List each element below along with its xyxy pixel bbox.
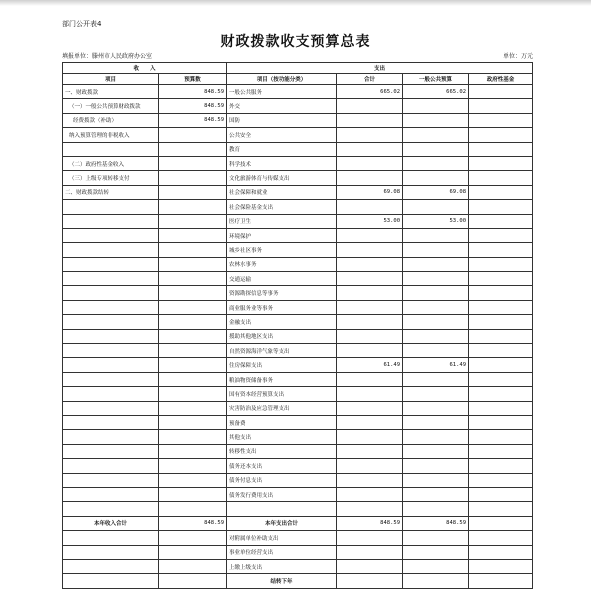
expense-total: [337, 300, 403, 314]
income-item: [63, 142, 159, 156]
table-row: [63, 387, 533, 401]
expense-total: [337, 502, 403, 516]
expense-total: [337, 243, 403, 257]
expense-fund: [469, 372, 533, 386]
income-item: [63, 272, 159, 286]
expense-item: 粮油物资储备事务: [227, 372, 337, 386]
income-value: [159, 487, 227, 501]
expense-fund: [469, 358, 533, 372]
income-item: [63, 257, 159, 271]
expense-general: [403, 473, 469, 487]
expense-fund: [469, 315, 533, 329]
expense-total: [337, 257, 403, 271]
income-value: [159, 329, 227, 343]
income-value: [159, 545, 227, 559]
income-header: 收 入: [63, 63, 227, 74]
income-value: 848.59: [159, 113, 227, 127]
income-item: [63, 286, 159, 300]
expense-total: 69.08: [337, 185, 403, 199]
income-value: [159, 459, 227, 473]
expense-total: [337, 171, 403, 185]
expense-item: 农林水事务: [227, 257, 337, 271]
table-row: [63, 502, 533, 516]
expense-fund: [469, 286, 533, 300]
income-item: [63, 214, 159, 228]
footer-row: [63, 559, 533, 573]
table-row: [63, 171, 533, 185]
income-item: [63, 228, 159, 242]
income-value: [159, 387, 227, 401]
income-item: [63, 344, 159, 358]
expense-fund: [469, 401, 533, 415]
table-row: [63, 401, 533, 415]
expense-general: 53.00: [403, 214, 469, 228]
expense-general: [403, 415, 469, 429]
income-value: [159, 171, 227, 185]
expense-total: [337, 272, 403, 286]
expense-total: [337, 415, 403, 429]
income-value: [159, 142, 227, 156]
income-item: 经费拨款（补助）: [63, 113, 159, 127]
expense-general: [403, 444, 469, 458]
income-item: [63, 387, 159, 401]
expense-item: 转移性支出: [227, 444, 337, 458]
expense-item: 债务发行费用支出: [227, 487, 337, 501]
expense-item: 国有资本经营预算支出: [227, 387, 337, 401]
expense-general: [403, 559, 469, 573]
income-value: [159, 401, 227, 415]
expense-fund: [469, 142, 533, 156]
expense-general: [403, 171, 469, 185]
expense-fund: [469, 473, 533, 487]
expense-total: [337, 113, 403, 127]
income-value: [159, 358, 227, 372]
expense-general: [403, 545, 469, 559]
income-value: [159, 372, 227, 386]
income-item: （三）上级专项转移支付: [63, 171, 159, 185]
expense-item: 上缴上级支出: [227, 559, 337, 573]
table-row: [63, 473, 533, 487]
budget-table: [62, 62, 533, 589]
expense-fund: [469, 344, 533, 358]
table-row: [63, 444, 533, 458]
expense-fund: [469, 228, 533, 242]
income-item: [63, 473, 159, 487]
table-row: [63, 315, 533, 329]
expense-item: [227, 502, 337, 516]
expense-fund: [469, 300, 533, 314]
expense-item: 金融支出: [227, 315, 337, 329]
income-value: [159, 257, 227, 271]
income-item: 一、财政拨款: [63, 85, 159, 99]
header-row-columns: [63, 74, 533, 85]
expense-item: 对附属单位补助支出: [227, 531, 337, 545]
expense-general: [403, 430, 469, 444]
expense-fund: [469, 99, 533, 113]
expense-total: [337, 128, 403, 142]
expense-general: 61.49: [403, 358, 469, 372]
carry-forward-label: 结转下年: [227, 574, 337, 588]
expense-total-label: 本年支出合计: [227, 516, 337, 530]
income-item: [63, 300, 159, 314]
expense-item: 公共安全: [227, 128, 337, 142]
income-value: [159, 228, 227, 242]
income-value: [159, 531, 227, 545]
expense-fund: [469, 185, 533, 199]
expense-total: [337, 142, 403, 156]
income-item: [63, 358, 159, 372]
footer-row: [63, 545, 533, 559]
income-item: [63, 559, 159, 573]
income-item: [63, 372, 159, 386]
col-expense-general: 一般公共预算: [403, 74, 469, 85]
income-item: [63, 401, 159, 415]
income-item: [63, 444, 159, 458]
table-row: [63, 156, 533, 170]
filling-unit: 填报单位：滕州市人民政府办公室: [62, 53, 153, 60]
expense-general-value: 848.59: [403, 516, 469, 530]
expense-general: [403, 243, 469, 257]
expense-fund: [469, 85, 533, 99]
expense-general: [403, 99, 469, 113]
expense-total: [337, 473, 403, 487]
expense-total: [337, 531, 403, 545]
table-row: [63, 128, 533, 142]
expense-general: [403, 272, 469, 286]
expense-total: [337, 487, 403, 501]
table-row: [63, 85, 533, 99]
income-value: [159, 444, 227, 458]
income-value: [159, 559, 227, 573]
expense-general: [403, 156, 469, 170]
income-value: [159, 156, 227, 170]
expense-item: 教育: [227, 142, 337, 156]
expense-fund: [469, 214, 533, 228]
income-item: [63, 243, 159, 257]
income-value: [159, 300, 227, 314]
expense-general: [403, 113, 469, 127]
expense-fund: [469, 459, 533, 473]
expense-item: 商业服务业等事务: [227, 300, 337, 314]
table-row: [63, 200, 533, 214]
expense-fund: [469, 171, 533, 185]
expense-fund: [469, 387, 533, 401]
income-value: [159, 214, 227, 228]
expense-general: [403, 200, 469, 214]
expense-general: [403, 387, 469, 401]
expense-item: 其他支出: [227, 430, 337, 444]
expense-total: [337, 99, 403, 113]
expense-general: [403, 257, 469, 271]
expense-general: 665.02: [403, 85, 469, 99]
income-value: 848.59: [159, 85, 227, 99]
income-item: [63, 315, 159, 329]
expense-total: 61.49: [337, 358, 403, 372]
expense-item: 住房保障支出: [227, 358, 337, 372]
expense-fund-value: [469, 516, 533, 530]
expense-header: 支出: [227, 63, 533, 74]
expense-item: 国防: [227, 113, 337, 127]
expense-fund: [469, 545, 533, 559]
table-row: [63, 459, 533, 473]
expense-item: 事业单位经营支出: [227, 545, 337, 559]
income-value: [159, 243, 227, 257]
table-row: [63, 243, 533, 257]
expense-total: [337, 574, 403, 588]
income-value: [159, 430, 227, 444]
expense-total: [337, 387, 403, 401]
income-value: [159, 574, 227, 588]
expense-item: 援助其他地区支出: [227, 329, 337, 343]
table-row: [63, 415, 533, 429]
col-income-budget: 预算数: [159, 74, 227, 85]
expense-general: [403, 372, 469, 386]
income-item: [63, 415, 159, 429]
expense-item: 交通运输: [227, 272, 337, 286]
income-item: [63, 430, 159, 444]
table-row: [63, 430, 533, 444]
table-row: [63, 372, 533, 386]
expense-fund: [469, 113, 533, 127]
expense-fund: [469, 200, 533, 214]
table-row: [63, 344, 533, 358]
expense-total: [337, 559, 403, 573]
expense-fund: [469, 329, 533, 343]
income-value: [159, 415, 227, 429]
expense-total: 665.02: [337, 85, 403, 99]
expense-item: 科学技术: [227, 156, 337, 170]
income-value: [159, 473, 227, 487]
expense-total: [337, 430, 403, 444]
expense-item: 文化旅游体育与传媒支出: [227, 171, 337, 185]
col-expense-total: 合计: [337, 74, 403, 85]
col-expense-item: 项目（按功能分类）: [227, 74, 337, 85]
income-value: [159, 128, 227, 142]
income-value: [159, 200, 227, 214]
table-row: [63, 272, 533, 286]
income-item: [63, 531, 159, 545]
table-row: [63, 185, 533, 199]
table-row: [63, 142, 533, 156]
expense-general: [403, 228, 469, 242]
expense-total-value: 848.59: [337, 516, 403, 530]
income-value: [159, 344, 227, 358]
expense-fund: [469, 243, 533, 257]
expense-fund: [469, 430, 533, 444]
expense-item: 债务还本支出: [227, 459, 337, 473]
income-item: （二）政府性基金收入: [63, 156, 159, 170]
expense-fund: [469, 531, 533, 545]
expense-total: [337, 401, 403, 415]
currency-unit: 单位：万元: [502, 53, 533, 60]
expense-general: [403, 502, 469, 516]
income-item: （一）一般公共预算财政拨款: [63, 99, 159, 113]
table-row: [63, 358, 533, 372]
header-row-group: [63, 63, 533, 74]
col-income-item: 项目: [63, 74, 159, 85]
income-value: [159, 315, 227, 329]
income-value: [159, 502, 227, 516]
table-row: [63, 300, 533, 314]
table-row: [63, 113, 533, 127]
expense-general: [403, 344, 469, 358]
expense-item: 灾害防治及应急管理支出: [227, 401, 337, 415]
carry-forward-row: [63, 574, 533, 588]
expense-total: [337, 444, 403, 458]
page-title: 财政拨款收支预算总表: [220, 34, 371, 50]
income-item: [63, 545, 159, 559]
expense-total: [337, 286, 403, 300]
income-total-label: 本年收入合计: [63, 516, 159, 530]
expense-general: [403, 315, 469, 329]
income-item: [63, 329, 159, 343]
expense-item: 医疗卫生: [227, 214, 337, 228]
expense-general: [403, 329, 469, 343]
income-item: [63, 200, 159, 214]
expense-fund: [469, 128, 533, 142]
income-item: [63, 487, 159, 501]
expense-total: [337, 228, 403, 242]
expense-total: [337, 329, 403, 343]
expense-total: [337, 156, 403, 170]
income-item: [63, 502, 159, 516]
income-value: [159, 286, 227, 300]
expense-general: [403, 286, 469, 300]
expense-fund: [469, 574, 533, 588]
expense-item: 城乡社区事务: [227, 243, 337, 257]
expense-general: [403, 487, 469, 501]
document-code: 部门公开表4: [62, 20, 102, 28]
expense-general: [403, 128, 469, 142]
income-value: [159, 185, 227, 199]
table-row: [63, 99, 533, 113]
expense-item: 自然资源海洋气象等支出: [227, 344, 337, 358]
expense-item: 一般公共服务: [227, 85, 337, 99]
expense-item: 社会保险基金支出: [227, 200, 337, 214]
totals-row: [63, 516, 533, 530]
table-row: [63, 214, 533, 228]
expense-general: [403, 459, 469, 473]
expense-general: [403, 142, 469, 156]
expense-fund: [469, 415, 533, 429]
page-top-edge: [0, 0, 591, 6]
income-item: 二、财政拨款结转: [63, 185, 159, 199]
expense-general: [403, 300, 469, 314]
expense-item: 预备费: [227, 415, 337, 429]
expense-fund: [469, 257, 533, 271]
expense-item: 社会保障和就业: [227, 185, 337, 199]
expense-fund: [469, 272, 533, 286]
expense-fund: [469, 156, 533, 170]
income-total-value: 848.59: [159, 516, 227, 530]
col-expense-fund: 政府性基金: [469, 74, 533, 85]
expense-total: 53.00: [337, 214, 403, 228]
expense-item: 环境保护: [227, 228, 337, 242]
expense-general: [403, 401, 469, 415]
table-row: [63, 228, 533, 242]
footer-row: [63, 531, 533, 545]
expense-fund: [469, 502, 533, 516]
expense-fund: [469, 444, 533, 458]
expense-total: [337, 545, 403, 559]
table-row: [63, 257, 533, 271]
expense-item: 外交: [227, 99, 337, 113]
income-value: 848.59: [159, 99, 227, 113]
expense-total: [337, 344, 403, 358]
table-row: [63, 329, 533, 343]
expense-total: [337, 372, 403, 386]
expense-fund: [469, 487, 533, 501]
expense-total: [337, 315, 403, 329]
income-item: [63, 574, 159, 588]
expense-total: [337, 459, 403, 473]
expense-general: [403, 574, 469, 588]
table-row: [63, 286, 533, 300]
expense-item: 债务付息支出: [227, 473, 337, 487]
expense-general: 69.08: [403, 185, 469, 199]
income-item: 纳入预算管理的非税收入: [63, 128, 159, 142]
income-value: [159, 272, 227, 286]
expense-total: [337, 200, 403, 214]
table-row: [63, 487, 533, 501]
expense-general: [403, 531, 469, 545]
expense-fund: [469, 559, 533, 573]
income-item: [63, 459, 159, 473]
expense-item: 资源勘探信息等事务: [227, 286, 337, 300]
